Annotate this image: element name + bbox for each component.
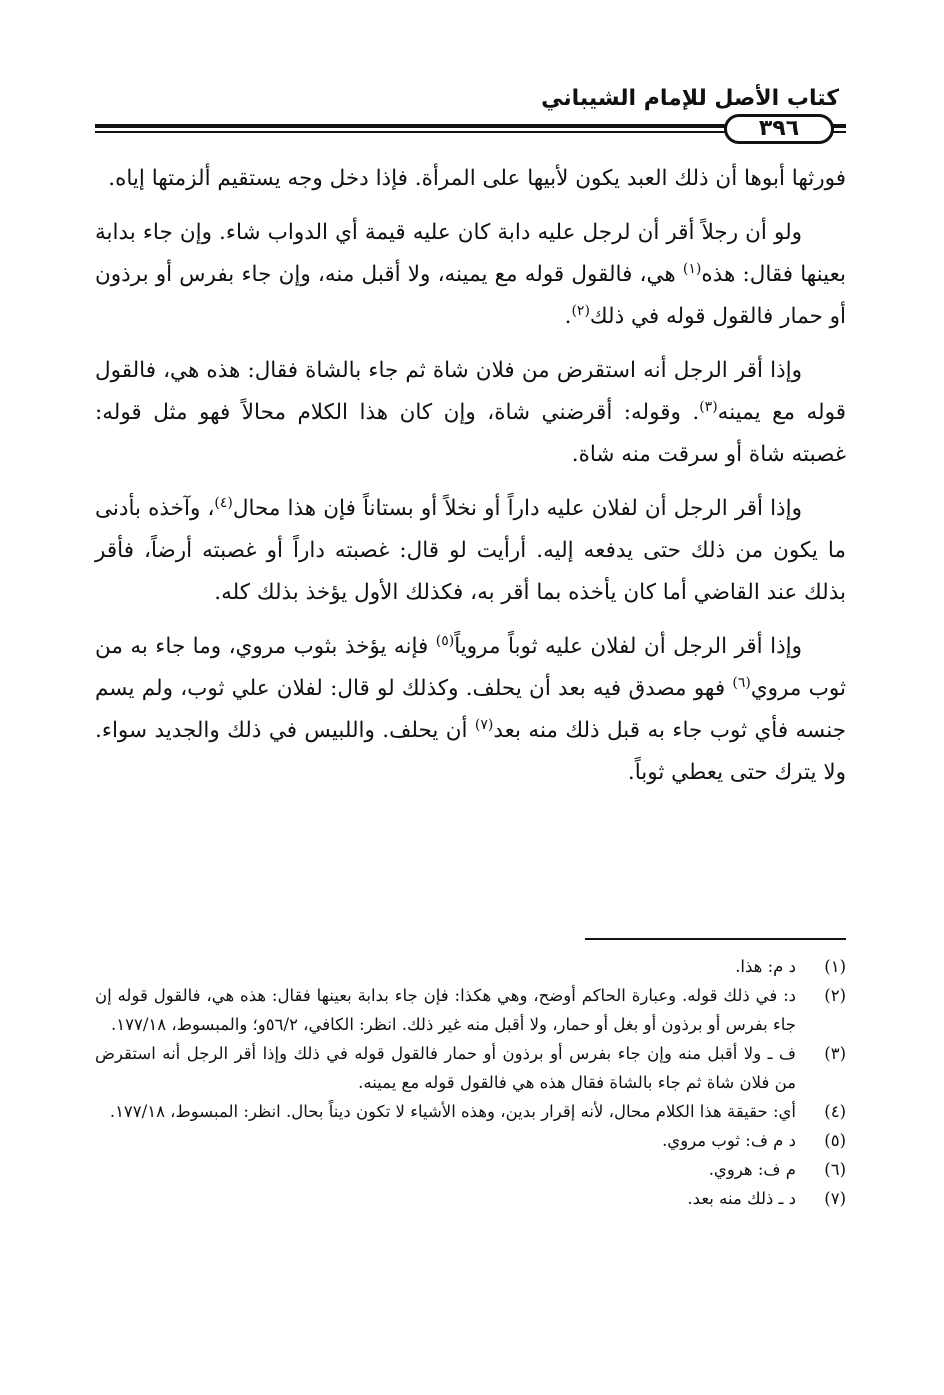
paragraph-3-text-a: وإذا أقر الرجل أنه استقرض من فلان شاة ثم جاء بالشاة فقال: هذه هي، فالقول قوله مع يمينه: [95, 358, 846, 425]
footnotes: [95, 952, 846, 1213]
main-text: [95, 158, 846, 806]
paragraph-5-text-c: فهو مصدق فيه بعد أن يحلف. وكذلك لو قال: لفلان علي ثوب، ولم يسم جنسه فأي ثوب جاء به قبل ذلك منه بعد: [95, 676, 847, 743]
footnote-number: (٥): [824, 1131, 846, 1150]
paragraph-5-text-a: وإذا أقر الرجل أن لفلان عليه ثوباً مروياً: [454, 634, 802, 659]
footnote-text: د ـ ذلك منه بعد.: [687, 1189, 796, 1208]
footnote-ref-3: (٣): [699, 398, 718, 415]
paragraph-4-text-a: وإذا أقر الرجل أن لفلان عليه داراً أو نخلاً أو بستاناً فإن هذا محال: [232, 496, 802, 521]
paragraph-2-text-b: هي، فالقول قوله مع يمينه، ولا أقبل منه، وإن جاء بفرس أو برذون أو حمار فالقول قوله في ذلك: [95, 262, 846, 329]
running-title: كتاب الأصل للإمام الشيباني: [541, 86, 839, 111]
footnote: [95, 1097, 846, 1126]
paragraph-2: [95, 212, 846, 338]
paragraph-3-text-b: . وقوله: أقرضني شاة، وإن كان هذا الكلام محالاً فهو مثل قوله: غصبته شاة أو سرقت منه شاة.: [95, 400, 846, 467]
footnote-ref-5: (٥): [435, 632, 455, 649]
footnote-separator: [585, 938, 846, 940]
paragraph-2-text-a: ولو أن رجلاً أقر أن لرجل عليه دابة كان عليه قيمة أي الدواب شاء. وإن جاء بدابة بعينها فقال: هذه: [95, 220, 846, 287]
footnote-number: (١): [824, 957, 846, 976]
footnote-ref-1: (١): [682, 260, 702, 277]
footnote: [95, 1039, 846, 1097]
footnote-ref-7: (٧): [474, 716, 494, 733]
paragraph-4: [95, 488, 846, 614]
paragraph-3: [95, 350, 846, 476]
footnote-number: (٣): [824, 1044, 846, 1063]
footnote: [95, 1155, 846, 1184]
footnote-text: ف ـ ولا أقبل منه وإن جاء بفرس أو برذون أو حمار فالقول قوله في ذلك وإذا أقر الرجل أنه استقرض من فلان شاة ثم جاء بالشاة فقال هذه هي فالقول قوله مع يمينه.: [95, 1044, 796, 1092]
footnote-number: (٤): [824, 1102, 846, 1121]
footnote-ref-4: (٤): [214, 494, 233, 511]
paragraph-5: [95, 626, 846, 794]
footnote-text: د م: هذا.: [735, 957, 796, 976]
footnote-text: م ف: هروي.: [708, 1160, 796, 1179]
footnote-number: (٧): [824, 1189, 846, 1208]
paragraph-4-text-b: ، وآخذه بأدنى ما يكون من ذلك حتى يدفعه إليه. أرأيت لو قال: غصبته داراً أو غصبته أرضاً، فأقر بذلك عند القاضي أما كان يأخذه بما أقر به، فكذلك الأول يؤخذ بذلك كله.: [95, 496, 846, 605]
footnote: [95, 952, 846, 981]
paragraph-5-text-b: فإنه يؤخذ بثوب مروي، وما جاء به من ثوب مروي: [95, 634, 846, 701]
paragraph-5-text-d: أن يحلف. واللبيس في ذلك والجديد سواء. ولا يترك حتى يعطي ثوباً.: [95, 718, 846, 785]
footnote: [95, 981, 846, 1039]
page-number: ٣٩٦: [724, 114, 834, 144]
paragraph-1: [95, 158, 846, 200]
footnote-ref-6: (٦): [732, 674, 751, 691]
footnote-number: (٢): [824, 986, 846, 1005]
footnote: [95, 1184, 846, 1213]
footnote-text: د: في ذلك قوله. وعبارة الحاكم أوضح، وهي هكذا: فإن جاء بدابة بعينها فقال: هذه هي، فالقول قوله إن جاء بفرس أو برذون أو بغل أو حمار، ولا أقبل منه غير ذلك. انظر: الكافي، ٥٦/٢و؛ والمبسوط، ١٧٧/١٨.: [95, 986, 796, 1034]
paragraph-1-text: فورثها أبوها أن ذلك العبد يكون لأبيها على المرأة. فإذا دخل وجه يستقيم ألزمتها إياه.: [108, 166, 846, 191]
footnote: [95, 1126, 846, 1155]
footnote-text: د م ف: ثوب مروي.: [662, 1131, 796, 1150]
footnote-number: (٦): [824, 1160, 846, 1179]
footnote-ref-2: (٢): [571, 302, 590, 319]
paragraph-2-text-c: .: [564, 304, 572, 329]
footnote-text: أي: حقيقة هذا الكلام محال، لأنه إقرار بدين، وهذه الأشياء لا تكون ديناً بحال. انظر: المبسوط، ١٧٧/١٨.: [109, 1102, 796, 1121]
